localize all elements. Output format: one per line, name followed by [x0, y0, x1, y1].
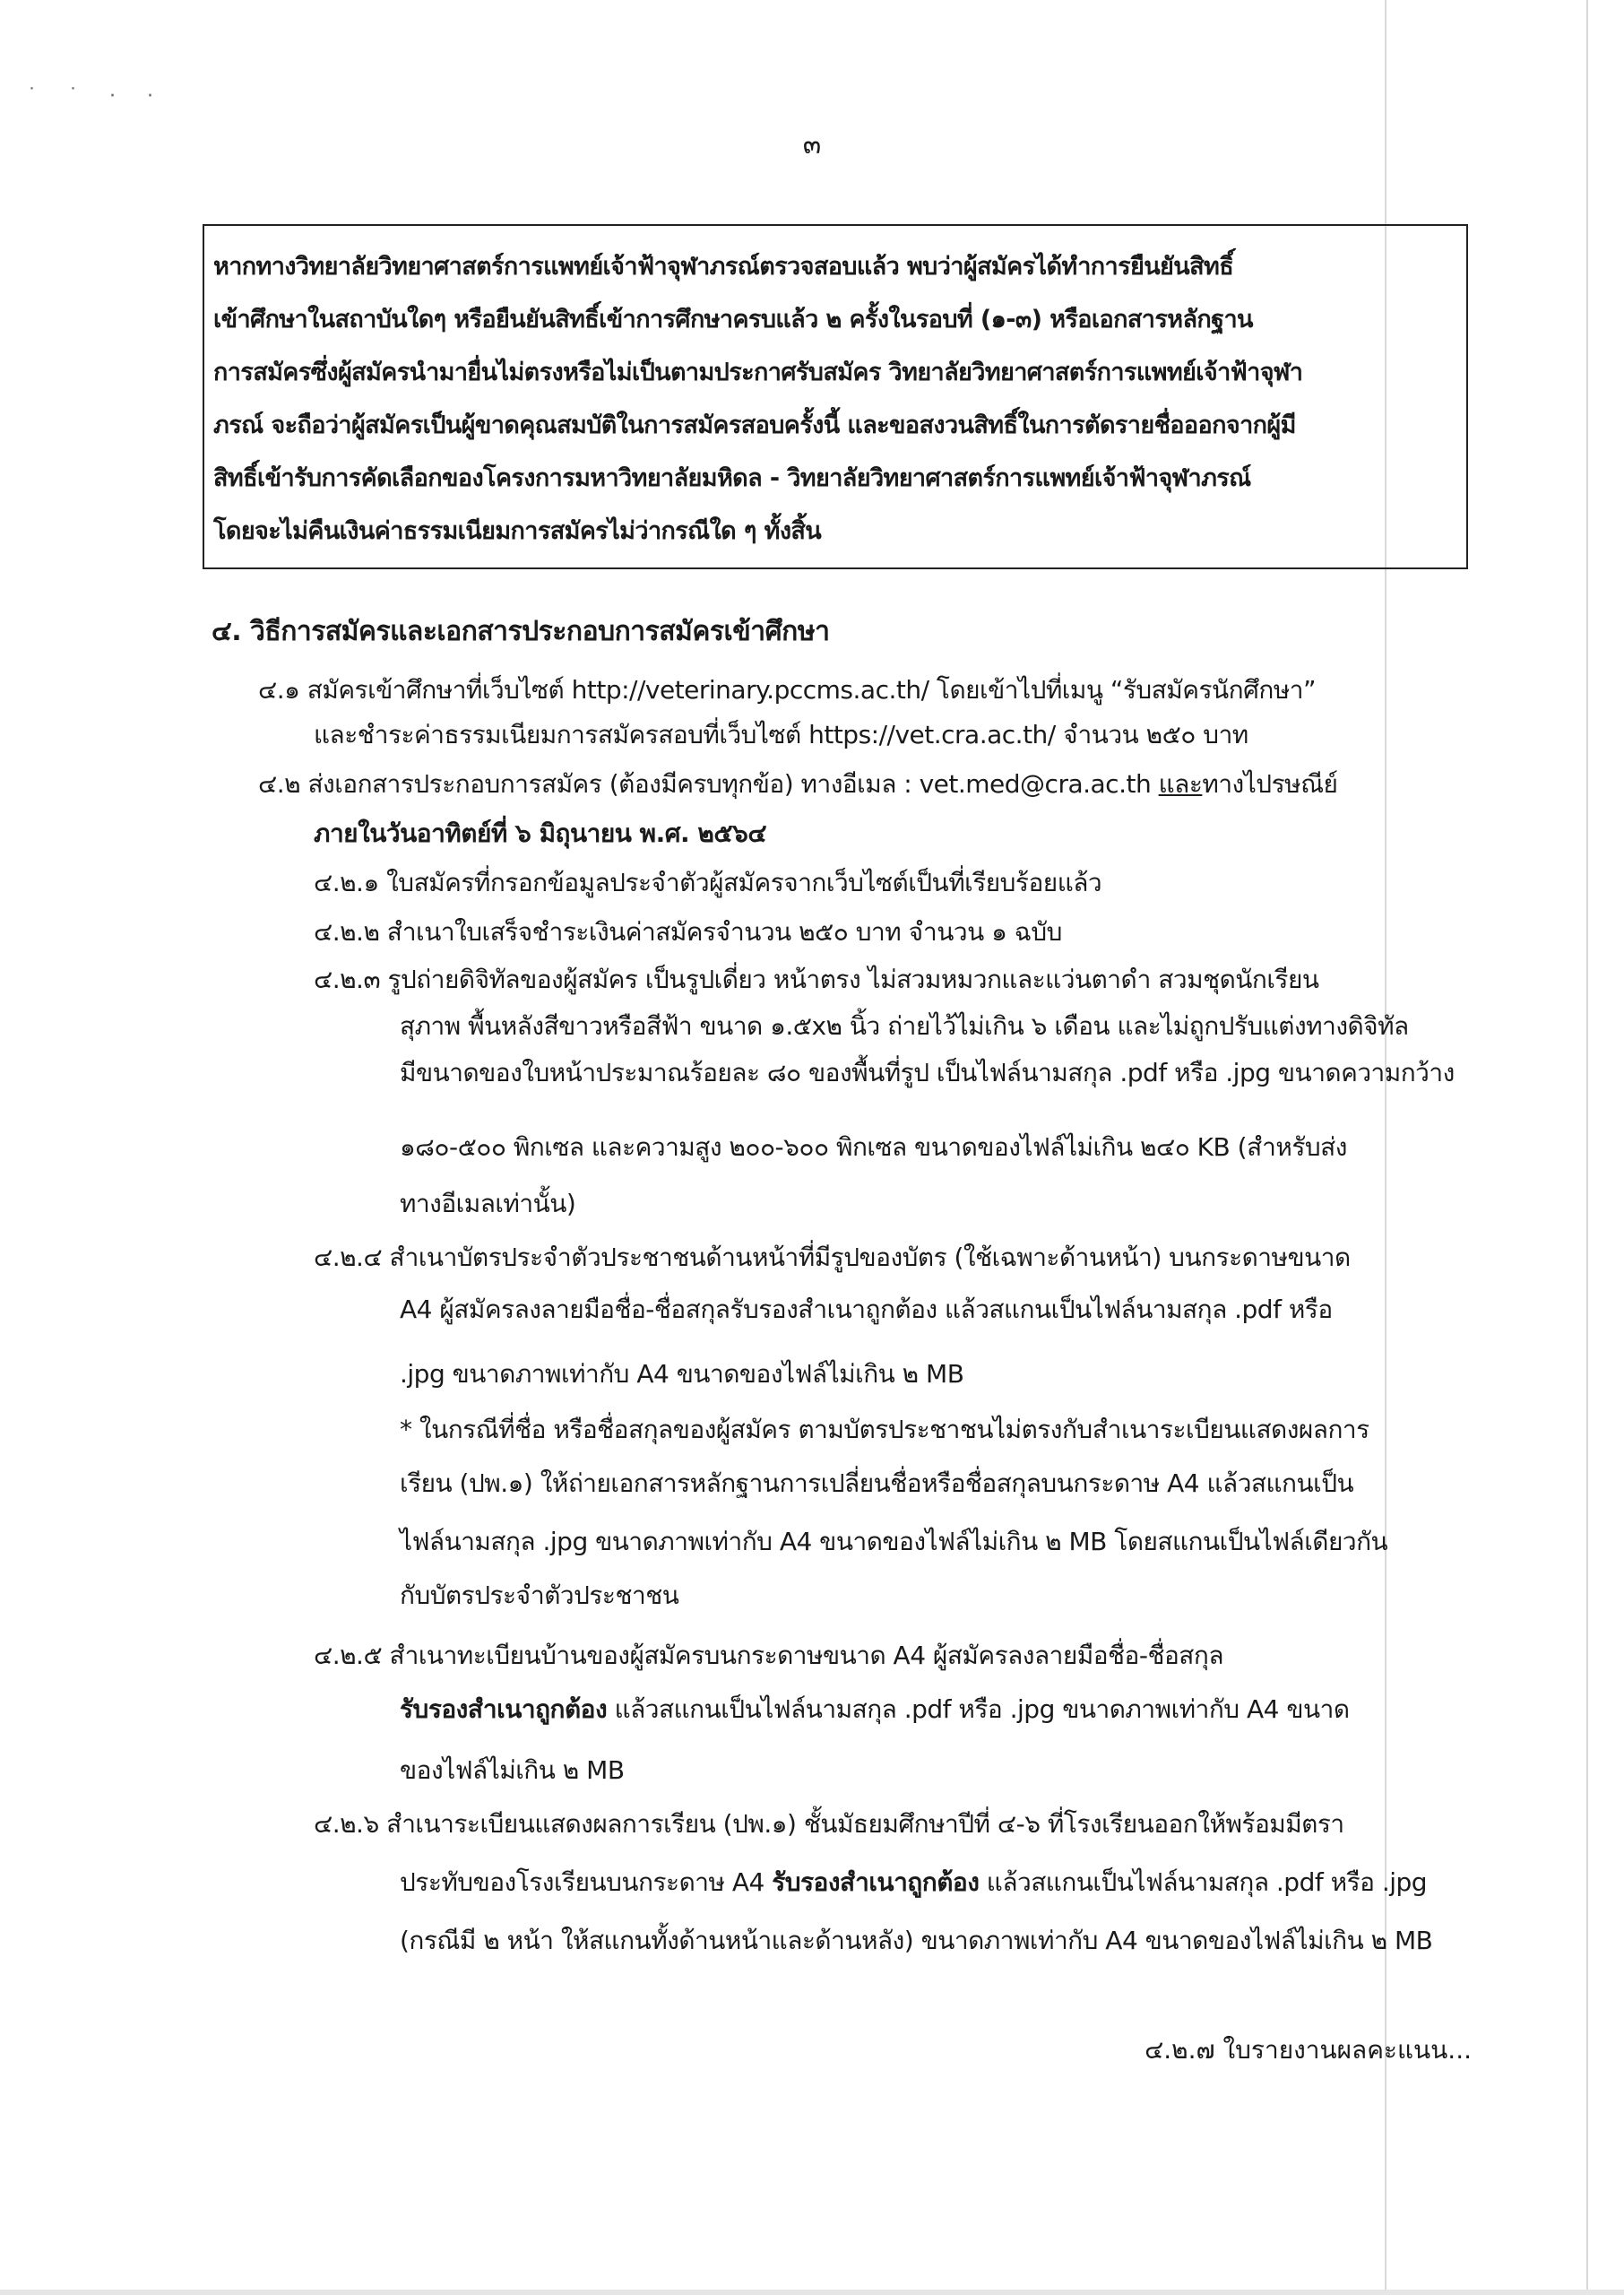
item-4-2-text-post: ทางไปรษณีย์	[1202, 769, 1338, 799]
item-4-2-4-note: ไฟล์นามสกุล .jpg ขนาดภาพเท่ากับ A4 ขนาดของไฟล์ไม่เกิน ๒ MB โดยสแกนเป็นไฟล์เดียวกัน	[400, 1527, 1388, 1556]
scan-edge-line-right	[1586, 0, 1588, 2295]
item-4-2-4-note: * ในกรณีที่ชื่อ หรือชื่อสกุลของผู้สมัคร ตามบัตรประชาชนไม่ตรงกับสำเนาระเบียนแสดงผลการ	[400, 1415, 1369, 1444]
item-4-2-4-line: A4 ผู้สมัครลงลายมือชื่อ-ชื่อสกุลรับรองสำเนาถูกต้อง แล้วสแกนเป็นไฟล์นามสกุล .pdf หรือ	[400, 1295, 1333, 1324]
item-4-2-deadline: ภายในวันอาทิตย์ที่ ๖ มิถุนายน พ.ศ. ๒๕๖๔	[314, 818, 767, 848]
notice-box	[203, 224, 1468, 569]
notice-line: เข้าศึกษาในสถาบันใดๆ หรือยืนยันสิทธิ์เข้าการศึกษาครบแล้ว ๒ ครั้งในรอบที่ (๑-๓) หรือเอกสารหลักฐาน	[213, 306, 1253, 333]
item-4-2-4-line: ๔.๒.๔ สำเนาบัตรประจำตัวประชาชนด้านหน้าที่มีรูปของบัตร (ใช้เฉพาะด้านหน้า) บนกระดาษขนาด	[314, 1243, 1351, 1272]
notice-line: โดยจะไม่คืนเงินค่าธรรมเนียมการสมัครไม่ว่ากรณีใด ๆ ทั้งสิ้น	[213, 517, 822, 545]
scan-specks: ˙ ˙ · ·	[27, 85, 166, 108]
page-number: ๓	[802, 129, 822, 160]
item-4-2-4-note: กับบัตรประจำตัวประชาชน	[400, 1581, 679, 1610]
item-4-2-3-line: ๔.๒.๓ รูปถ่ายดิจิทัลของผู้สมัคร เป็นรูปเดี่ยว หน้าตรง ไม่สวมหมวกและแว่นตาดำ สวมชุดนักเรียน	[314, 965, 1319, 994]
item-4-2-6-text: ประทับของโรงเรียนบนกระดาษ A4	[400, 1867, 773, 1897]
scan-bottom-edge	[0, 2290, 1624, 2295]
item-4-2-5-text: แล้วสแกนเป็นไฟล์นามสกุล .pdf หรือ .jpg ขนาดภาพเท่ากับ A4 ขนาด	[607, 1694, 1350, 1724]
item-4-2-5-line: ของไฟล์ไม่เกิน ๒ MB	[400, 1755, 625, 1785]
item-4-2-5-line: ๔.๒.๕ สำเนาทะเบียนบ้านของผู้สมัครบนกระดาษขนาด A4 ผู้สมัครลงลายมือชื่อ-ชื่อสกุล	[314, 1641, 1223, 1670]
item-4-2-5-line	[400, 1687, 1350, 1732]
item-4-1-line: ๔.๑ สมัครเข้าศึกษาที่เว็บไซต์ http://veterinary.pccms.ac.th/ โดยเข้าไปที่เมนู “รับสมัครนักศึกษา”	[258, 675, 1317, 705]
item-4-2-6-line: ๔.๒.๖ สำเนาระเบียนแสดงผลการเรียน (ปพ.๑) ชั้นมัธยมศึกษาปีที่ ๔-๖ ที่โรงเรียนออกให้พร้อมมีตรา	[314, 1809, 1344, 1839]
item-4-2-6-line: (กรณีมี ๒ หน้า ให้สแกนทั้งด้านหน้าและด้านหลัง) ขนาดภาพเท่ากับ A4 ขนาดของไฟล์ไม่เกิน ๒ MB	[400, 1926, 1433, 1955]
notice-line: หากทางวิทยาลัยวิทยาศาสตร์การแพทย์เจ้าฟ้าจุฬาภรณ์ตรวจสอบแล้ว พบว่าผู้สมัครได้ทำการยืนยันสิทธิ์	[213, 253, 1234, 281]
notice-line: ภรณ์ จะถือว่าผู้สมัครเป็นผู้ขาดคุณสมบัติในการสมัครสอบครั้งนี้ และขอสงวนสิทธิ์ในการตัดรายชื่อออกจากผู้มี	[213, 411, 1296, 439]
item-4-2-4-line: .jpg ขนาดภาพเท่ากับ A4 ขนาดของไฟล์ไม่เกิน ๒ MB	[400, 1359, 964, 1389]
item-4-2-1: ๔.๒.๑ ใบสมัครที่กรอกข้อมูลประจำตัวผู้สมัครจากเว็บไซต์เป็นที่เรียบร้อยแล้ว	[314, 868, 1102, 897]
item-4-2-3-line: มีขนาดของใบหน้าประมาณร้อยละ ๘๐ ของพื้นที่รูป เป็นไฟล์นามสกุล .pdf หรือ .jpg ขนาดความกว้าง	[400, 1058, 1455, 1087]
notice-line: สิทธิ์เข้ารับการคัดเลือกของโครงการมหาวิทยาลัยมหิดล - วิทยาลัยวิทยาศาสตร์การแพทย์เจ้าฟ้าจุฬาภรณ์	[213, 464, 1251, 492]
item-4-1-line: และชำระค่าธรรมเนียมการสมัครสอบที่เว็บไซต์ https://vet.cra.ac.th/ จำนวน ๒๕๐ บาท	[314, 720, 1248, 749]
certified-copy-label: รับรองสำเนาถูกต้อง	[772, 1867, 980, 1897]
item-4-2-4-note: เรียน (ปพ.๑) ให้ถ่ายเอกสารหลักฐานการเปลี่ยนชื่อหรือชื่อสกุลบนกระดาษ A4 แล้วสแกนเป็น	[400, 1468, 1354, 1498]
item-4-2-underlined-and: และ	[1158, 769, 1203, 799]
item-4-2-3-line: ๑๘๐-๕๐๐ พิกเซล และความสูง ๒๐๐-๖๐๐ พิกเซล ขนาดของไฟล์ไม่เกิน ๒๔๐ KB (สำหรับส่ง	[400, 1132, 1347, 1162]
certified-copy-label: รับรองสำเนาถูกต้อง	[400, 1694, 608, 1724]
item-4-2-2: ๔.๒.๒ สำเนาใบเสร็จชำระเงินค่าสมัครจำนวน ๒๕๐ บาท จำนวน ๑ ฉบับ	[314, 917, 1062, 947]
item-4-2-text: ๔.๒ ส่งเอกสารประกอบการสมัคร (ต้องมีครบทุกข้อ) ทางอีเมล : vet.med@cra.ac.th	[258, 769, 1159, 799]
item-4-2-6-line	[400, 1860, 1427, 1905]
item-4-2-3-line: ทางอีเมลเท่านั้น)	[400, 1189, 576, 1218]
notice-line: การสมัครซึ่งผู้สมัครนำมายื่นไม่ตรงหรือไม่เป็นตามประกาศรับสมัคร วิทยาลัยวิทยาศาสตร์การแพทย์เจ้าฟ้าจุฬา	[213, 359, 1303, 386]
item-4-2-6-text-post: แล้วสแกนเป็นไฟล์นามสกุล .pdf หรือ .jpg	[979, 1867, 1428, 1897]
item-4-2-line	[258, 762, 1337, 807]
item-4-2-3-line: สุภาพ พื้นหลังสีขาวหรือสีฟ้า ขนาด ๑.๕x๒ นิ้ว ถ่ายไว้ไม่เกิน ๖ เดือน และไม่ถูกปรับแต่งทางดิจิทัล	[400, 1011, 1409, 1041]
section-4-heading: ๔. วิธีการสมัครและเอกสารประกอบการสมัครเข้าศึกษา	[212, 616, 830, 647]
continued-next-page: ๔.๒.๗ ใบรายงานผลคะแนน...	[1145, 2035, 1472, 2065]
